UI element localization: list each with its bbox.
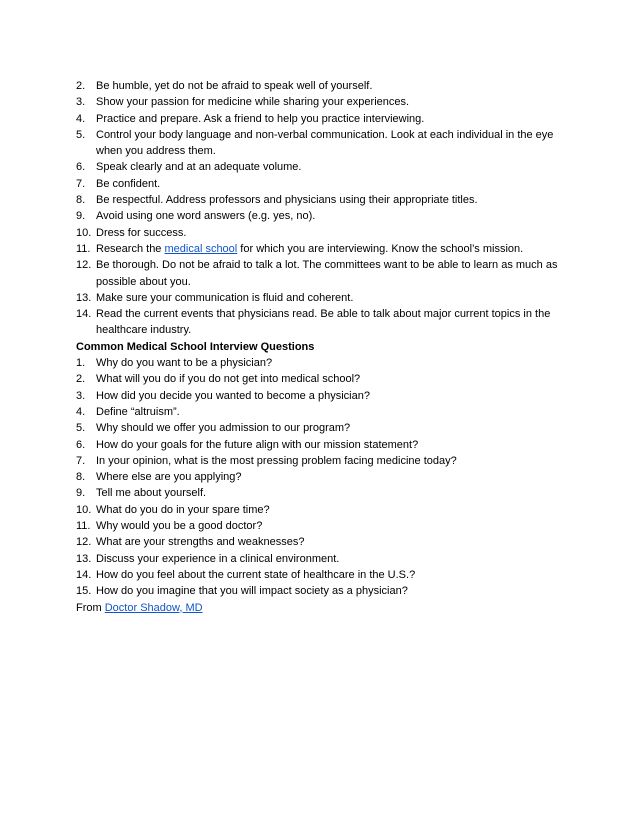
tip-item-number: 10. <box>76 226 92 239</box>
question-item-text: Tell me about yourself. <box>96 487 207 500</box>
tip-item-text: Show your passion for medicine while sharing your experiences. <box>96 96 410 109</box>
question-item <box>76 583 566 599</box>
question-item-number: 12. <box>76 536 92 549</box>
interview-tips-list <box>76 78 566 339</box>
question-item <box>76 404 566 420</box>
question-item <box>76 420 566 436</box>
question-item <box>76 469 566 485</box>
question-item <box>76 485 566 501</box>
document-page <box>76 78 566 616</box>
tip-item-text: Avoid using one word answers (e.g. yes, no). <box>96 210 316 223</box>
question-item-number: 3. <box>76 389 86 402</box>
question-item-number: 5. <box>76 422 86 435</box>
tip-item-number: 4. <box>76 112 86 125</box>
tip-item-number: 14. <box>76 308 92 321</box>
medical-school-link[interactable]: medical school <box>164 242 238 255</box>
tip-item-number: 6. <box>76 161 86 174</box>
tip-item <box>76 127 566 160</box>
question-item-number: 14. <box>76 568 92 581</box>
question-item <box>76 355 566 371</box>
question-item-number: 8. <box>76 471 86 484</box>
tip-item-text: Be thorough. Do not be afraid to talk a lot. The committees want to be able to learn as much as possible about you. <box>96 259 558 288</box>
tip-item-text: Make sure your communication is fluid and coherent. <box>96 291 354 304</box>
tip-item <box>76 290 566 306</box>
tip-item-number: 8. <box>76 194 86 207</box>
tip-item-text <box>96 241 566 257</box>
tip-item-text: Be humble, yet do not be afraid to speak well of yourself. <box>96 80 373 92</box>
question-item <box>76 502 566 518</box>
question-item-text: What will you do if you do not get into medical school? <box>96 373 361 386</box>
tip-item <box>76 94 566 110</box>
tip-item-text: Be respectful. Address professors and physicians using their appropriate titles. <box>96 194 478 207</box>
question-item-number: 9. <box>76 487 86 500</box>
question-item-number: 7. <box>76 454 86 467</box>
question-item <box>76 567 566 583</box>
question-item-number: 11. <box>76 520 91 533</box>
tip-item-text: Be confident. <box>96 177 161 190</box>
question-item-text: How did you decide you wanted to become a physician? <box>96 389 370 402</box>
tip-item-number: 9. <box>76 210 86 223</box>
tip-item <box>76 257 566 290</box>
question-item-number: 2. <box>76 373 86 386</box>
question-item-number: 10. <box>76 503 92 516</box>
question-item <box>76 453 566 469</box>
tip-item-number: 12. <box>76 259 92 272</box>
tip-item <box>76 192 566 208</box>
tip-item <box>76 159 566 175</box>
question-item-text: Discuss your experience in a clinical environment. <box>96 552 340 565</box>
tip-item-text: Read the current events that physicians read. Be able to talk about major current topics in the healthcare industry. <box>96 308 551 337</box>
tip-item-text-after-link: for which you are interviewing. Know the school’s mission. <box>237 242 524 255</box>
question-item-text: Where else are you applying? <box>96 471 242 484</box>
questions-heading: Common Medical School Interview Questions <box>76 340 315 353</box>
source-prefix: From <box>76 601 105 614</box>
interview-questions-list <box>76 355 566 599</box>
tip-item-number: 3. <box>76 96 86 109</box>
question-item-text: How do you imagine that you will impact society as a physician? <box>96 585 408 598</box>
question-item-number: 15. <box>76 585 92 598</box>
question-item-number: 1. <box>76 357 86 370</box>
tip-item-text: Practice and prepare. Ask a friend to help you practice interviewing. <box>96 112 425 125</box>
question-item <box>76 518 566 534</box>
question-item-text: What do you do in your spare time? <box>96 503 270 516</box>
tip-item-text: Dress for success. <box>96 226 187 239</box>
question-item-number: 6. <box>76 438 86 451</box>
tip-item <box>76 78 566 94</box>
question-item-text: How do your goals for the future align with our mission statement? <box>96 438 419 451</box>
question-item-text: In your opinion, what is the most pressing problem facing medicine today? <box>96 454 457 467</box>
question-item-text: How do you feel about the current state of healthcare in the U.S.? <box>96 568 416 581</box>
question-item <box>76 371 566 387</box>
tip-item-number: 11. <box>76 242 91 255</box>
tip-item <box>76 176 566 192</box>
question-item <box>76 388 566 404</box>
tip-item <box>76 111 566 127</box>
question-item-number: 13. <box>76 552 92 565</box>
question-item-text: What are your strengths and weaknesses? <box>96 536 305 549</box>
doctor-shadow-link[interactable]: Doctor Shadow, MD <box>104 601 203 614</box>
question-item <box>76 437 566 453</box>
question-item <box>76 534 566 550</box>
tip-item <box>76 241 566 257</box>
source-line <box>76 600 566 616</box>
tip-item-text-before-link: Research the <box>96 242 165 255</box>
question-item-number: 4. <box>76 405 86 418</box>
question-item-text: Why should we offer you admission to our program? <box>96 422 351 435</box>
tip-item-number: 7. <box>76 177 86 190</box>
tip-item <box>76 225 566 241</box>
tip-item <box>76 306 566 339</box>
question-item-text: Define “altruism”. <box>96 405 180 418</box>
question-item <box>76 551 566 567</box>
tip-item-number: 2. <box>76 80 86 92</box>
tip-item <box>76 208 566 224</box>
question-item-text: Why do you want to be a physician? <box>96 357 273 370</box>
tip-item-text: Speak clearly and at an adequate volume. <box>96 161 302 174</box>
tip-item-number: 13. <box>76 291 92 304</box>
question-item-text: Why would you be a good doctor? <box>96 520 263 533</box>
tip-item-number: 5. <box>76 128 86 141</box>
tip-item-text: Control your body language and non-verbal communication. Look at each individual in the eye when you address them. <box>96 128 554 158</box>
